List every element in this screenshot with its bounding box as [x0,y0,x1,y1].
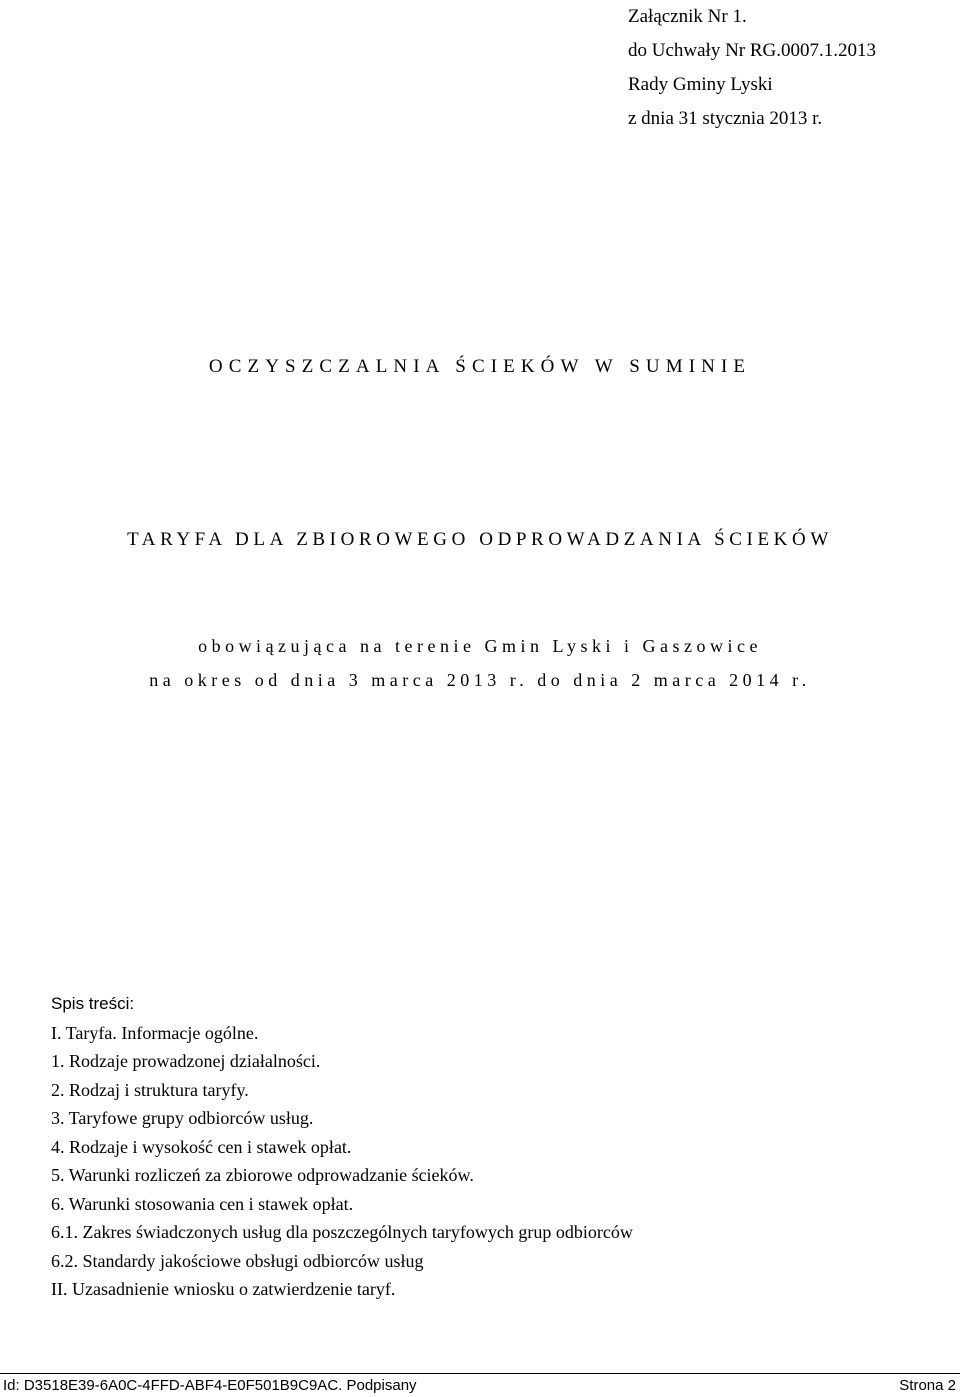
scope-area: obowiązująca na terenie Gmin Lyski i Gaszowice [198,636,762,656]
plant-title: OCZYSZCZALNIA ŚCIEKÓW W SUMINIE [208,356,752,377]
resolution-number: do Uchwały Nr RG.0007.1.2013 [628,40,877,61]
tariff-title: TARYFA DLA ZBIOROWEGO ODPROWADZANIA ŚCIEKÓW [127,529,833,550]
toc-item: 5. Warunki rozliczeń za zbiorowe odprowadzanie ścieków. [51,1165,474,1185]
toc-item: 4. Rodzaje i wysokość cen i stawek opłat. [51,1136,352,1157]
tariff-scope [0,629,960,697]
page-footer [0,1373,960,1397]
document-id: Id: D3518E39-6A0C-4FFD-ABF4-E0F501B9C9AC. Podpisany [3,1377,417,1394]
council-name: Rady Gminy Lyski [628,74,773,95]
resolution-date: z dnia 31 stycznia 2013 r. [628,108,823,129]
toc-item: 6.1. Zakres świadczonych usług dla poszczególnych taryfowych grup odbiorców [51,1222,633,1242]
scope-period: na okres od dnia 3 marca 2013 r. do dnia 2 marca 2014 r. [149,670,811,690]
toc-item: 2. Rodzaj i struktura taryfy. [51,1079,249,1100]
attachment-header [628,0,876,136]
toc-item: II. Uzasadnienie wniosku o zatwierdzenie taryf. [51,1279,396,1299]
toc-item: I. Taryfa. Informacje ogólne. [51,1022,259,1043]
attachment-number: Załącznik Nr 1. [628,6,747,27]
page-number: Strona 2 [899,1377,956,1394]
toc-item: 3. Taryfowe grupy odbiorców usług. [51,1108,314,1128]
toc-item: 6.2. Standardy jakościowe obsługi odbiorców usług [51,1250,424,1271]
toc-item: 6. Warunki stosowania cen i stawek opłat. [51,1193,354,1214]
toc-heading: Spis treści: [51,994,135,1013]
toc-item: 1. Rodzaje prowadzonej działalności. [51,1051,321,1071]
table-of-contents [51,990,633,1304]
